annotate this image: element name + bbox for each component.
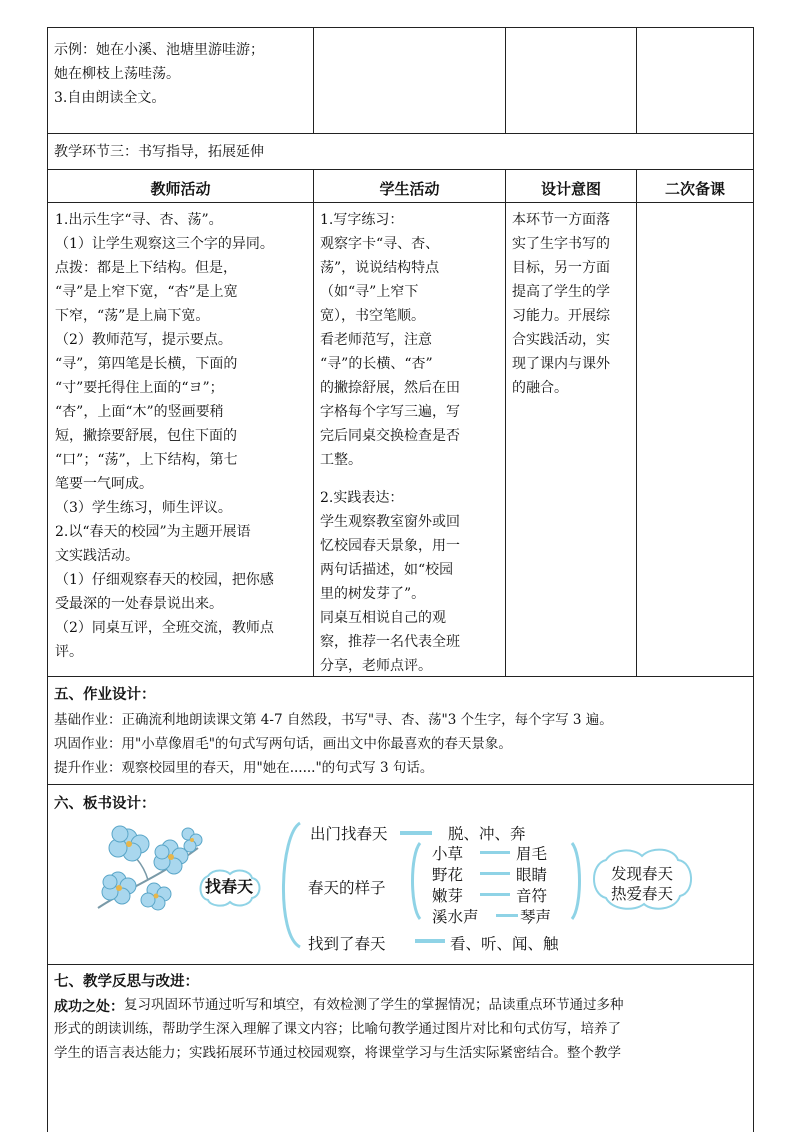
board-row1-left: 出门找春天 bbox=[310, 825, 388, 843]
rule-col3b bbox=[636, 169, 637, 676]
teacher-line: “杏”，上面“木”的竖画要稍 bbox=[55, 404, 224, 420]
student-activity-b bbox=[320, 486, 498, 678]
teacher-line: （2）教师范写，提示要点。 bbox=[55, 332, 232, 348]
teacher-line: （1）仔细观察春天的校园，把你感 bbox=[55, 572, 274, 588]
student-line: 察，推荐一名代表全班 bbox=[320, 634, 460, 650]
top-line: 她在柳枝上荡哇荡。 bbox=[54, 66, 180, 82]
section3-title: 教学环节三：书写指导，拓展延伸 bbox=[54, 144, 264, 160]
rule-section3-top bbox=[47, 133, 753, 134]
student-line: （如“寻”上窄下 bbox=[320, 284, 419, 300]
teacher-line: “寸”要托得住上面的“ヨ”； bbox=[55, 380, 224, 396]
board-row1-right: 脱、冲、奔 bbox=[448, 825, 526, 843]
homework-line: 巩固作业：用"小草像眉毛"的句式写两句话，画出文中你最喜欢的春天景象。 bbox=[54, 736, 512, 752]
rule-col2b bbox=[505, 169, 506, 676]
teacher-line: （1）让学生观察这三个字的异同。 bbox=[55, 236, 274, 252]
rule-right bbox=[753, 27, 754, 1132]
board-pair-a: 小草 bbox=[432, 845, 464, 863]
header-secondary: 二次备课 bbox=[664, 180, 725, 198]
teacher-line: 受最深的一处春景说出来。 bbox=[55, 596, 223, 612]
rule-top bbox=[47, 27, 753, 28]
reflection-line: 形式的朗读训练，帮助学生深入理解了课文内容；比喻句教学通过图片对比和句式仿写，培养了 bbox=[54, 1021, 621, 1037]
student-line: 工整。 bbox=[320, 452, 362, 468]
rule-col1b bbox=[313, 169, 314, 676]
teacher-line: “口”；“荡”，上下结构，第七 bbox=[55, 452, 238, 468]
homework-title: 五、作业设计： bbox=[54, 687, 156, 703]
design-intent bbox=[512, 208, 632, 400]
teacher-line: 点拨：都是上下结构。但是， bbox=[55, 260, 237, 276]
student-line: 字格每个字写三遍，写 bbox=[320, 404, 460, 420]
teacher-line: 2.以“春天的校园”为主题开展语 bbox=[55, 524, 251, 540]
teacher-line: 笔要一气呵成。 bbox=[55, 476, 153, 492]
teacher-line: 文实践活动。 bbox=[55, 548, 139, 564]
student-line: 忆校园春天景象，用一 bbox=[320, 538, 460, 554]
flower-illustration bbox=[88, 818, 208, 918]
header-teacher: 教师活动 bbox=[150, 180, 211, 198]
student-line: 学生观察教室窗外或回 bbox=[320, 514, 460, 530]
reflection-line: 学生的语言表达能力；实践拓展环节通过校园观察，将课堂学习与生活实际紧密结合。整个教学 bbox=[54, 1045, 621, 1061]
board-pair-b: 音符 bbox=[516, 887, 548, 905]
teacher-line: （2）同桌互评，全班交流，教师点 bbox=[55, 620, 274, 636]
student-line: 同桌互相说自己的观 bbox=[320, 610, 446, 626]
rule-header-top bbox=[47, 169, 753, 170]
rule-header-bottom bbox=[47, 202, 753, 203]
student-line: 2.实践表达： bbox=[320, 490, 404, 506]
board-pair-a: 野花 bbox=[432, 866, 464, 884]
intent-line: 目标，另一方面 bbox=[512, 260, 610, 276]
top-row-text bbox=[54, 38, 264, 110]
intent-line: 的融合。 bbox=[512, 380, 568, 396]
intent-line: 合实践活动，实 bbox=[512, 332, 610, 348]
intent-line: 实了生字书写的 bbox=[512, 236, 610, 252]
student-line: 完后同桌交换检查是否 bbox=[320, 428, 460, 444]
rule-col3 bbox=[636, 27, 637, 133]
intent-line: 提高了学生的学 bbox=[512, 284, 610, 300]
student-line: 宽），书空笔顺。 bbox=[320, 308, 425, 324]
homework-line: 基础作业：正确流利地朗读课文第 4-7 自然段，书写"寻、杏、荡"3 个生字，每个字写 3 遍。 bbox=[54, 712, 613, 728]
teacher-line: “寻”是上窄下宽，“杏”是上宽 bbox=[55, 284, 238, 300]
reflection-label: 成功之处： bbox=[54, 999, 124, 1015]
board-row2-left: 春天的样子 bbox=[308, 879, 386, 897]
reflection-line: 复习巩固环节通过听写和填空，有效检测了学生的掌握情况；品读重点环节通过多种 bbox=[124, 997, 624, 1013]
board-main-title: 找春天 bbox=[205, 877, 254, 896]
cloud-line: 发现春天 bbox=[611, 865, 674, 883]
rule-col2 bbox=[505, 27, 506, 133]
student-line: “寻”的长横、“杏” bbox=[320, 356, 433, 372]
teacher-line: 短，撇捺要舒展，包住下面的 bbox=[55, 428, 237, 444]
board-pair-b: 眼睛 bbox=[516, 866, 548, 884]
teacher-line: “寻”，第四笔是长横，下面的 bbox=[55, 356, 238, 372]
student-line: 荡”，说说结构特点 bbox=[320, 260, 440, 276]
board-pair-a: 嫩芽 bbox=[432, 887, 464, 905]
student-line: 1.写字练习： bbox=[320, 212, 404, 228]
rule-board-bottom bbox=[47, 964, 753, 965]
intent-line: 习能力。开展综 bbox=[512, 308, 610, 324]
board-row3-right: 看、听、闻、触 bbox=[450, 935, 559, 953]
top-line: 3.自由朗读全文。 bbox=[54, 90, 166, 106]
homework-line: 提升作业：观察校园里的春天，用"她在......"的句式写 3 句话。 bbox=[54, 760, 434, 776]
board-title: 六、板书设计： bbox=[54, 796, 156, 812]
teacher-line: 下窄，“荡”是上扁下宽。 bbox=[55, 308, 210, 324]
cloud-line: 热爱春天 bbox=[611, 885, 674, 903]
header-student: 学生活动 bbox=[379, 180, 440, 198]
teacher-line: 评。 bbox=[55, 644, 83, 660]
board-pair-b: 眉毛 bbox=[516, 845, 548, 863]
rule-homework-bottom bbox=[47, 784, 753, 785]
student-line: 里的树发芽了”。 bbox=[320, 586, 426, 602]
student-activity-a bbox=[320, 208, 498, 472]
teacher-activity bbox=[55, 208, 307, 664]
student-line: 看老师范写，注意 bbox=[320, 332, 432, 348]
teacher-line: 1.出示生字“寻、杏、荡”。 bbox=[55, 212, 223, 228]
student-line: 观察字卡“寻、杏、 bbox=[320, 236, 440, 252]
board-pair-b: 琴声 bbox=[520, 908, 552, 926]
rule-col1 bbox=[313, 27, 314, 133]
reflection-title: 七、教学反思与改进： bbox=[54, 974, 199, 990]
homework-body bbox=[54, 708, 613, 780]
intent-line: 现了课内与课外 bbox=[512, 356, 610, 372]
intent-line: 本环节一方面落 bbox=[512, 212, 610, 228]
board-pair-a: 溪水声 bbox=[432, 908, 479, 926]
top-line: 示例：她在小溪、池塘里游哇游； bbox=[54, 42, 264, 58]
header-intent: 设计意图 bbox=[540, 180, 601, 198]
teacher-line: （3）学生练习，师生评议。 bbox=[55, 500, 232, 516]
student-line: 分享，老师点评。 bbox=[320, 658, 432, 674]
student-line: 两句话描述，如“校园 bbox=[320, 562, 454, 578]
board-row3-left: 找到了春天 bbox=[308, 935, 386, 953]
student-line: 的撇捺舒展，然后在田 bbox=[320, 380, 460, 396]
